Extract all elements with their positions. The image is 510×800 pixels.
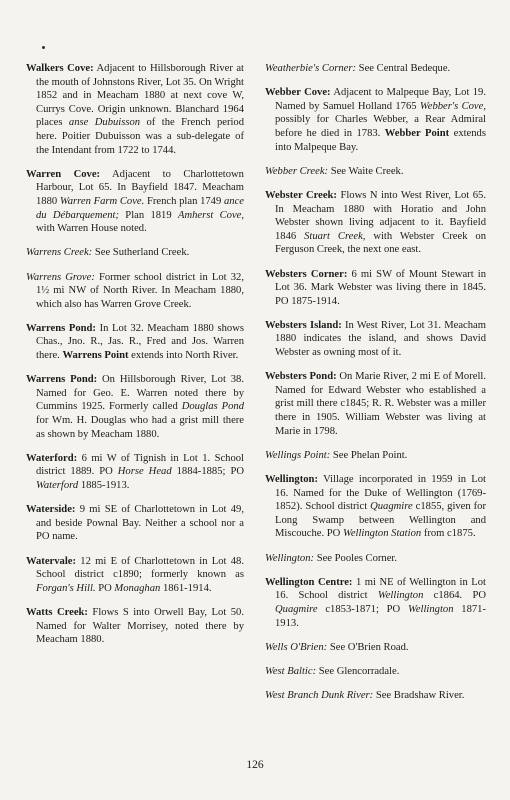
entry-text: c1864. PO [423,590,486,602]
entry-term: Webber Cove: [265,87,331,99]
entry-wellings-point [265,449,486,463]
entry-text: 1885-1913. [78,480,130,491]
entry-text: extends into North River. [128,350,239,362]
entry-wellington [265,473,486,541]
entry-weatherbies [265,62,486,76]
entry-term: Wellington: [265,474,318,485]
entry-term: Warrens Point [62,350,129,362]
entry-text: PO [95,582,115,594]
entry-term: Watts Creek: [26,606,88,618]
italic-name: ance du Débarquement; [36,195,244,221]
entry-text: See Central Bedeque. [356,63,451,74]
entry-walkers [26,62,244,157]
entry-text: 9 mi SE of Charlottetown in Lot 49, and beside Pownal Bay. Neither a school nor a PO name. [36,504,244,543]
entry-text: Flows N into West River, Lot 65. In Meacham 1880 with Horatio and John Webster shown living adjacent to it. Bayfield 1846 [275,189,486,242]
entry-text: c1855, given for Long Swamp between Wellington and Miscouche. PO [275,501,486,540]
entry-term: Webster Creek: [265,189,337,201]
entry-websters-island [265,319,486,360]
entry-waterford [26,452,244,493]
entry-text: Former school district in Lot 32, 1½ mi NW of North River. In Meacham 1880, which also has Warren Grove Creek. [36,271,244,310]
entry-term: Walkers Cove: [26,63,94,74]
entry-term: Warren Cove: [26,168,101,180]
italic-name: Warren Farm Cove. [59,195,145,207]
entry-text: See Bradshaw River. [373,690,465,702]
entry-text: Adjacent to Malpeque Bay, Lot 19. Named by Samuel Holland 1765 [275,87,486,112]
entry-text: c1853-1871; PO [317,603,408,615]
entry-text: Village incorporated in 1959 in Lot 16. Named for the Duke of Wellington (1769-1852). School district [275,474,486,513]
entry-text: extends into Malpeque Bay. [275,127,486,153]
entry-text: On Marie River, 2 mi E of Morell. Named for Edward Webster who established a grist mill there c1845; R. R. Webster was a miller there in 1905. William Webster was living at Marie in 1798. [275,371,486,437]
italic-name: Wellington: [265,552,315,564]
entry-text: Flows S into Orwell Bay, Lot 50. Named for Walter Morrisey, noted there by Meacham 1880. [36,606,244,646]
entry-term: Websters Corner: [265,268,348,280]
entry-warrens-pond-2 [26,373,244,441]
entry-text: from c1875. [421,528,476,540]
right-column [265,62,486,713]
entry-text: Adjacent to Hillsborough River at the mouth of Johnstons River, Lot 35. On Wright 1852 and in Meacham 1880 at next cove W, Currys Cove. Origin unknown. Blanchard 1964 places [36,63,244,129]
entry-text: with Warren House noted. [36,223,147,235]
page-mark [42,46,45,49]
italic-name: Webber Creek: [265,165,329,177]
italic-name: Quagmire [370,501,413,513]
italic-name: Waterford [36,480,79,491]
italic-name: Stuart Creek, [304,230,366,242]
entry-text: 6 mi SW of Mount Stewart in Lot 36. Mark Webster was living there in 1845. PO 1875-1914. [275,268,486,307]
entry-warren-grove [26,271,244,312]
italic-name: Horse Head [117,466,172,478]
entry-term: Wellington Centre: [265,576,353,588]
entry-text: See O'Brien Road. [327,641,409,653]
entry-websters-pond [265,370,486,438]
italic-name: Monaghan [114,582,161,594]
italic-name: West Baltic: [265,665,317,677]
entry-watervale [26,555,244,596]
italic-name: Wellington [377,590,424,602]
entry-text: In West River, Lot 31. Meacham 1880 indicates the island, and shows David Webster as owning most of it. [275,319,486,359]
entry-text: 1884-1885; PO [171,466,244,478]
entry-text: French plan 1749 [144,195,224,207]
italic-name: Forgan's Hill. [36,582,96,594]
entry-text: On Hillsborough River, Lot 38. Named for Geo. E. Warren noted there by Cummins 1925. Formerly called [36,374,244,413]
entry-websters-corner [265,268,486,309]
entry-text: See Pooles Corner. [314,552,398,564]
italic-name: Amherst Cove, [177,209,245,221]
entry-text: See Waite Creek. [328,165,404,177]
entry-text: 6 mi W of Tignish in Lot 1. School district 1889. PO [36,452,244,478]
italic-name: West Branch Dunk River: [265,690,374,702]
entry-term: Webber Point [384,127,450,139]
entry-watts-creek [26,606,244,647]
entry-term: Watervale: [26,555,77,567]
entry-webber-cove [265,86,486,154]
entry-term: Waterside: [26,504,76,516]
italic-name: Weatherbie's Corner: [265,63,357,74]
entry-wellington-2 [265,552,486,566]
entry-west-branch-dunk [265,689,486,703]
entry-webster-creek [265,189,486,257]
entry-text: for Wm. H. Douglas who had a grist mill there as shown by Meacham 1880. [36,415,244,440]
entry-term: Websters Pond: [265,371,337,383]
entry-wellington-centre [265,576,486,630]
entry-text: See Sutherland Creek. [92,247,190,259]
entry-text: See Glencorradale. [316,665,400,677]
italic-name: Warrens Creek: [26,247,93,259]
entry-text: Plan 1819 [119,209,178,221]
entry-wells-obrien [265,641,486,655]
entry-text: 1871-1913. [275,603,486,629]
entry-warrens-creek [26,246,244,260]
italic-name: Douglas Pond [181,401,244,413]
entry-waterside [26,503,244,544]
italic-name: Wells O'Brien: [265,641,328,653]
italic-name: Wellington Station [342,528,422,540]
entry-west-baltic [265,665,486,679]
entry-term: Warrens Pond: [26,374,98,386]
entry-text: 1 mi NE of Wellington in Lot 16. School district [275,576,486,602]
entry-text: possibly for Charles Webber, a Rear Admiral before he died in 1783. [275,114,486,139]
entry-text: 12 mi E of Charlottetown in Lot 48. School district c1890; formerly known as [36,555,244,581]
entry-term: Websters Island: [265,319,342,331]
italic-name: Warrens Grove: [26,271,95,283]
italic-name: Webber's Cove, [419,100,486,112]
entry-text: with Webster Creek on Ferguson Creek, the next one east. [275,230,486,256]
left-column [26,62,244,657]
entry-term: Warrens Pond: [26,322,96,334]
page-number: 126 [246,759,264,771]
entry-text: See Phelan Point. [330,449,408,461]
italic-name: anse Dubuisson [68,117,141,129]
entry-warren-cove [26,168,244,236]
entry-text: 1861-1914. [160,582,212,594]
italic-name: Wellington [407,603,454,615]
entry-text: Adjacent to Charlottetown Harbour, Lot 65. In Bayfield 1847. Meacham 1880 [36,168,244,207]
entry-warrens-pond [26,322,244,363]
entry-webber-creek [265,165,486,179]
italic-name: Wellings Point: [265,449,331,461]
entry-term: Waterford: [26,452,78,464]
entry-text: of the French period here. Poitier Dubuisson was a sub-delegate of the Intendant from 1722 to 1744. [36,117,245,156]
entry-text: In Lot 32. Meacham 1880 shows Chas., Jno. R., Jas. R., Fred and Jos. Warren there. [36,322,244,362]
italic-name: Quagmire [275,603,318,615]
